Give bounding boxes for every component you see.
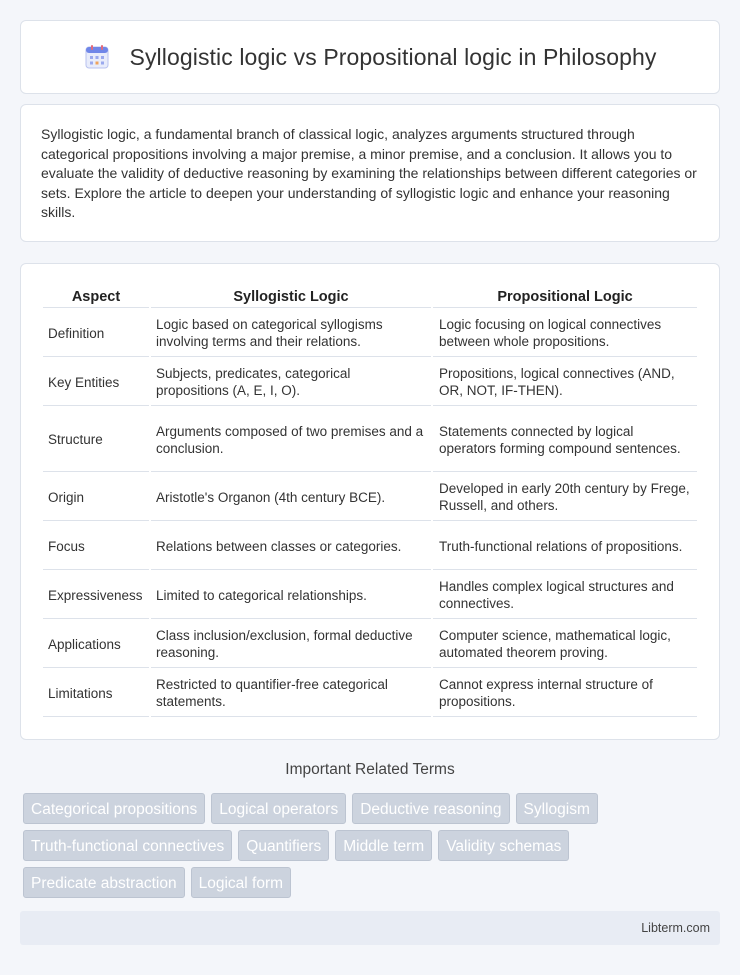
aspect-cell: Structure: [43, 408, 149, 472]
header-propositional: Propositional Logic: [433, 286, 697, 308]
table-row: [43, 621, 697, 668]
intro-text: Syllogistic logic, a fundamental branch of classical logic, analyzes arguments structured through categorical propositions involving a major premise, a minor premise, and a conclusion. It allows you to evaluate the validity of deductive reasoning by examining the relationships between different categories or sets. Explore the article to deepen your understanding of syllogistic logic and enhance your reasoning skills.: [41, 126, 697, 220]
syllogistic-cell: Restricted to quantifier-free categorical statements.: [151, 670, 431, 717]
propositional-cell: Truth-functional relations of propositions.: [433, 523, 697, 570]
tag-syllogism[interactable]: Syllogism: [516, 793, 598, 824]
table-row: [43, 408, 697, 472]
syllogistic-cell: Subjects, predicates, categorical propositions (A, E, I, O).: [151, 359, 431, 406]
aspect-cell: Key Entities: [43, 359, 149, 406]
tag-quantifiers[interactable]: Quantifiers: [238, 830, 329, 861]
comparison-table-card: [20, 263, 720, 740]
syllogistic-cell: Limited to categorical relationships.: [151, 572, 431, 619]
aspect-cell: Applications: [43, 621, 149, 668]
tag-middle-term[interactable]: Middle term: [335, 830, 432, 861]
propositional-cell: Developed in early 20th century by Frege, Russell, and others.: [433, 474, 697, 521]
tag-deductive-reasoning[interactable]: Deductive reasoning: [352, 793, 509, 824]
tag-logical-operators[interactable]: Logical operators: [211, 793, 346, 824]
table-row: [43, 359, 697, 406]
table-row: [43, 572, 697, 619]
aspect-cell: Definition: [43, 310, 149, 357]
header-card: [20, 20, 720, 94]
related-terms-tags: [23, 793, 723, 904]
propositional-cell: Computer science, mathematical logic, automated theorem proving.: [433, 621, 697, 668]
propositional-cell: Handles complex logical structures and connectives.: [433, 572, 697, 619]
table-row: [43, 474, 697, 521]
syllogistic-cell: Class inclusion/exclusion, formal deductive reasoning.: [151, 621, 431, 668]
aspect-cell: Limitations: [43, 670, 149, 717]
propositional-cell: Cannot express internal structure of propositions.: [433, 670, 697, 717]
calendar-icon: [84, 44, 110, 70]
tag-validity-schemas[interactable]: Validity schemas: [438, 830, 569, 861]
syllogistic-cell: Logic based on categorical syllogisms involving terms and their relations.: [151, 310, 431, 357]
tag-logical-form[interactable]: Logical form: [191, 867, 291, 898]
related-terms-title: Important Related Terms: [285, 761, 455, 778]
header-aspect: Aspect: [43, 286, 149, 308]
table-row: [43, 523, 697, 570]
tag-predicate-abstraction[interactable]: Predicate abstraction: [23, 867, 185, 898]
propositional-cell: Statements connected by logical operators forming compound sentences.: [433, 408, 697, 472]
syllogistic-cell: Arguments composed of two premises and a conclusion.: [151, 408, 431, 472]
table-row: [43, 310, 697, 357]
tag-categorical-propositions[interactable]: Categorical propositions: [23, 793, 205, 824]
syllogistic-cell: Aristotle's Organon (4th century BCE).: [151, 474, 431, 521]
syllogistic-cell: Relations between classes or categories.: [151, 523, 431, 570]
footer: [20, 911, 720, 945]
aspect-cell: Expressiveness: [43, 572, 149, 619]
propositional-cell: Propositions, logical connectives (AND, OR, NOT, IF-THEN).: [433, 359, 697, 406]
aspect-cell: Focus: [43, 523, 149, 570]
propositional-cell: Logic focusing on logical connectives between whole propositions.: [433, 310, 697, 357]
aspect-cell: Origin: [43, 474, 149, 521]
tag-truth-functional-connectives[interactable]: Truth-functional connectives: [23, 830, 232, 861]
intro-card: [20, 104, 720, 242]
page-title: Syllogistic logic vs Propositional logic in Philosophy: [129, 43, 657, 70]
footer-site-link[interactable]: Libterm.com: [641, 921, 710, 935]
header-syllogistic: Syllogistic Logic: [151, 286, 431, 308]
comparison-table: [41, 284, 699, 719]
table-row: [43, 670, 697, 717]
